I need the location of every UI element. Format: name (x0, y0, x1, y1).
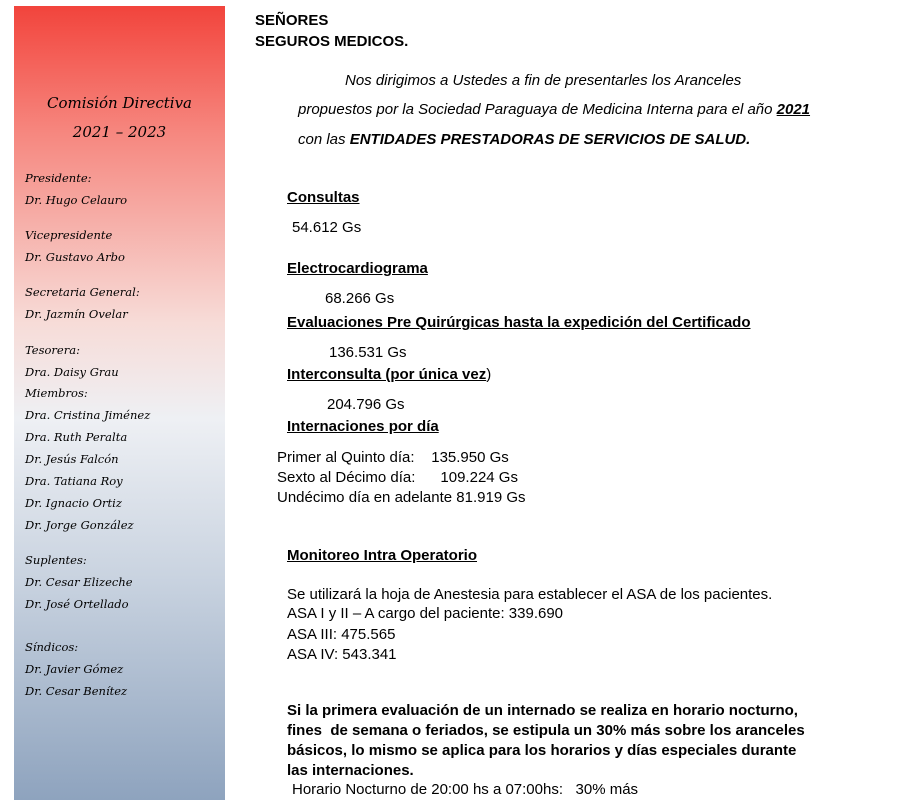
intro-line1: Nos dirigimos a Ustedes a fin de presentarles los Aranceles (345, 72, 742, 89)
suplente-name: Dr. José Ortellado (25, 597, 129, 611)
intro-line2: propuestos por la Sociedad Paraguaya de Medicina Interna para el año 2021 (298, 101, 811, 118)
committee-period: 2021 – 2023 (72, 123, 167, 141)
internacion-row: Primer al Quinto día: 135.950 Gs (277, 449, 509, 466)
ecg-heading: Electrocardiograma (287, 260, 428, 277)
nocturno-line: fines de semana o feriados, se estipula un 30% más sobre los aranceles (287, 722, 805, 739)
internacion-row: Undécimo día en adelante 81.919 Gs (277, 489, 526, 506)
interconsulta-value: 204.796 Gs (327, 396, 405, 413)
monitoreo-line: ASA III: 475.565 (287, 626, 396, 643)
miembro-name: Dra. Tatiana Roy (25, 474, 123, 488)
tesorera-name: Dra. Daisy Grau (25, 365, 119, 379)
prequirurgicas-heading: Evaluaciones Pre Quirúrgicas hasta la expedición del Certificado (287, 314, 751, 331)
internacion-row: Sexto al Décimo día: 109.224 Gs (277, 469, 518, 486)
salutation-line2: SEGUROS MEDICOS. (255, 33, 409, 50)
vice-label: Vicepresidente (25, 228, 113, 242)
nocturno-line: básicos, lo mismo se aplica para los horarios y días especiales durante (287, 742, 797, 759)
ecg-value: 68.266 Gs (325, 290, 395, 307)
suplente-name: Dr. Cesar Elizeche (25, 575, 133, 589)
nocturno-line: las internaciones. (287, 762, 414, 779)
horario-nocturno: Horario Nocturno de 20:00 hs a 07:00hs: 30% más (292, 781, 639, 798)
entities-name: ENTIDADES PRESTADORAS DE SERVICIOS DE SALUD. (349, 131, 751, 148)
secretaria-label: Secretaria General: (25, 285, 140, 299)
consultas-heading: Consultas (287, 189, 360, 206)
sindico-name: Dr. Javier Gómez (25, 662, 124, 676)
miembro-name: Dra. Cristina Jiménez (25, 408, 151, 422)
directive-committee-sidebar (14, 6, 225, 800)
miembro-name: Dr. Jesús Falcón (25, 452, 119, 466)
intro-line3: con las ENTIDADES PRESTADORAS DE SERVICIOS DE SALUD. (298, 131, 751, 148)
internaciones-heading: Internaciones por día (287, 418, 439, 435)
salutation-line1: SEÑORES (255, 12, 329, 29)
vice-name: Dr. Gustavo Arbo (25, 250, 125, 264)
monitoreo-line: ASA IV: 543.341 (287, 646, 397, 663)
suplentes-label: Suplentes: (25, 553, 87, 567)
monitoreo-line: ASA I y II – A cargo del paciente: 339.690 (287, 605, 564, 622)
sindico-name: Dr. Cesar Benítez (25, 684, 128, 698)
presidente-name: Dr. Hugo Celauro (25, 193, 128, 207)
tesorera-label: Tesorera: (25, 343, 80, 357)
sindicos-label: Síndicos: (25, 640, 79, 654)
miembro-name: Dr. Ignacio Ortiz (25, 496, 122, 510)
interconsulta-heading: Interconsulta (por única vez) (287, 366, 492, 383)
presidente-label: Presidente: (25, 171, 92, 185)
secretaria-name: Dr. Jazmín Ovelar (25, 307, 128, 321)
monitoreo-heading: Monitoreo Intra Operatorio (287, 547, 478, 564)
miembro-name: Dra. Ruth Peralta (25, 430, 128, 444)
prequirurgicas-value: 136.531 Gs (329, 344, 407, 361)
miembros-label: Miembros: (25, 386, 88, 400)
committee-title: Comisión Directiva (47, 94, 192, 112)
miembro-name: Dr. Jorge González (25, 518, 134, 532)
monitoreo-line: Se utilizará la hoja de Anestesia para establecer el ASA de los pacientes. (287, 586, 773, 603)
intro-year: 2021 (776, 101, 811, 118)
consultas-value: 54.612 Gs (292, 219, 362, 236)
nocturno-line: Si la primera evaluación de un internado se realiza en horario nocturno, (287, 702, 798, 719)
